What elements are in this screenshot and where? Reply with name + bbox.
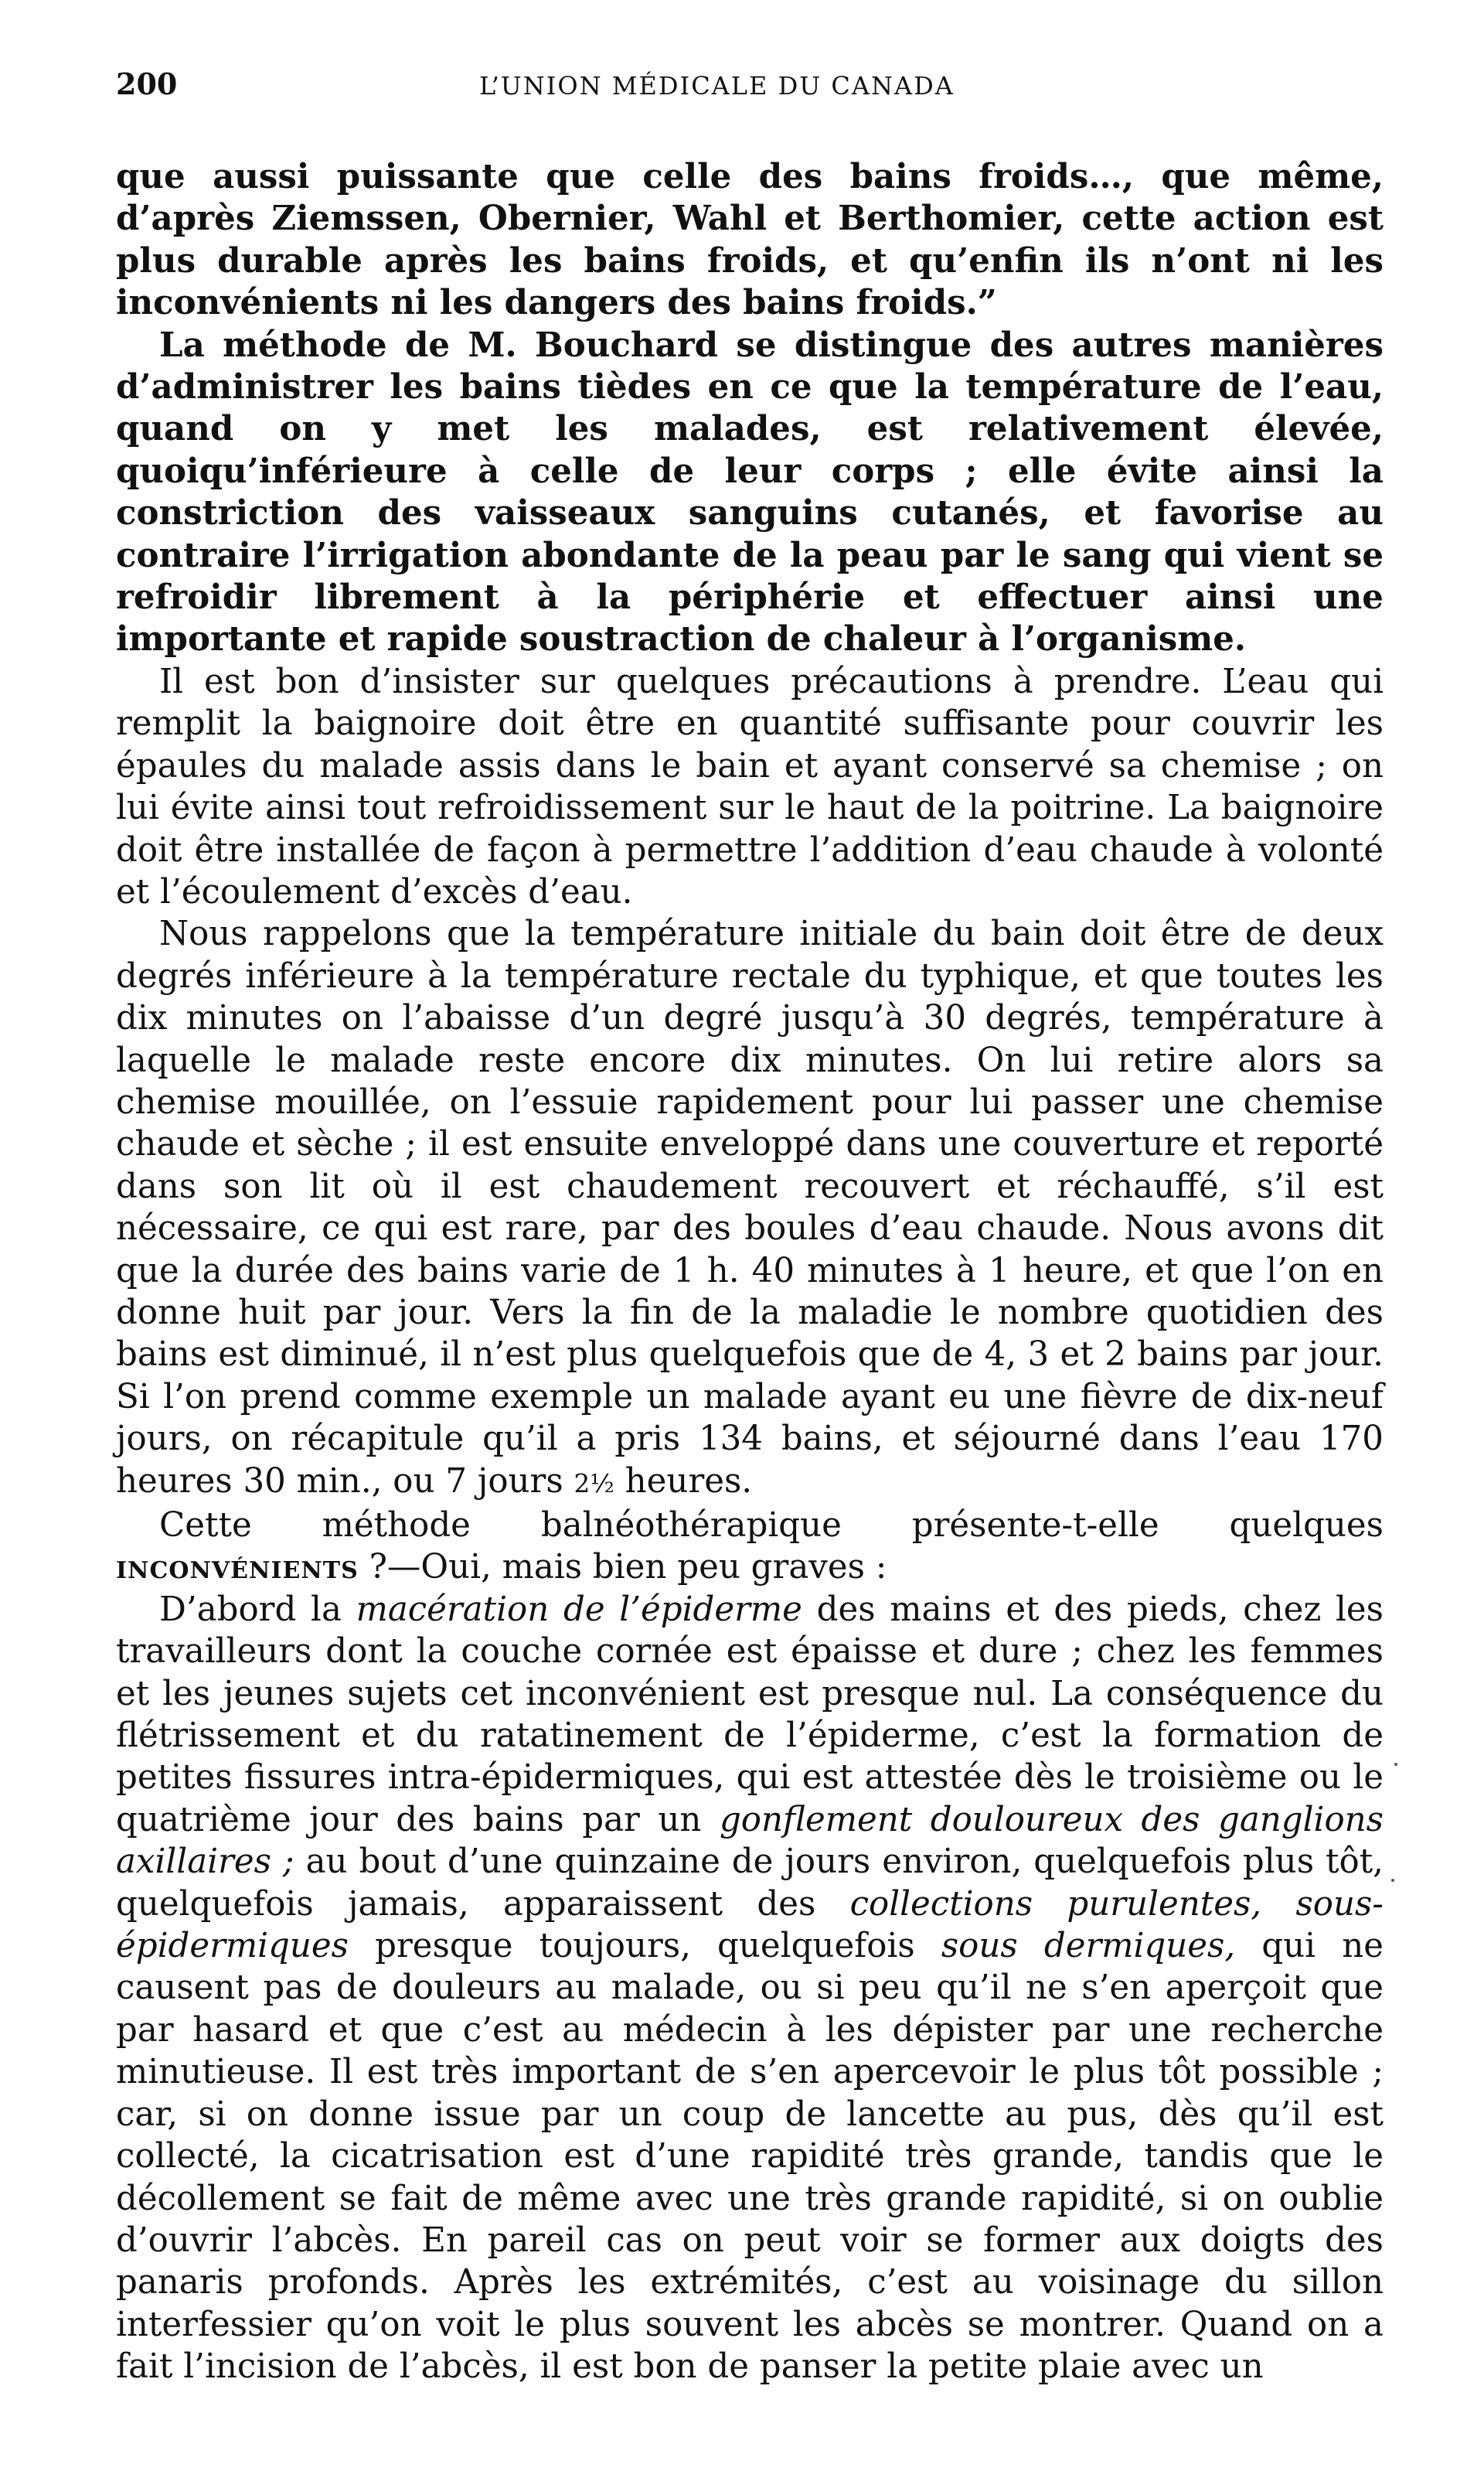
text-run: presque toujours, quelquefois — [348, 1927, 941, 1966]
page-number: 200 — [116, 66, 178, 101]
paragraph-bouchard-method — [116, 325, 1384, 661]
paragraph-temperature — [116, 913, 1384, 1505]
speck — [1391, 1879, 1394, 1882]
text-run: que aussi puissante que celle des bains froids…, que même, d’après Ziemssen, Obernier, Wahl et Berthomier, cette action est plus durable après les bains froids, et qu’enfin ils n’ont ni les inconvénients ni les dangers des bains froids.” — [116, 157, 1384, 323]
text-run: D’abord la — [159, 1590, 356, 1629]
page-header — [116, 66, 1384, 113]
running-title: L’UNION MÉDICALE DU CANADA — [479, 71, 955, 101]
text-run: Il est bon d’insister sur quelques précautions à prendre. L’eau qui remplit la baignoire doit être en quantité suffisante pour couvrir les épaules du malade assis dans le bain et ayant conservé sa chemise ; on lui évite ainsi tout refroidissement sur le haut de la poitrine. La baignoire doit être installée de façon à permettre l’addition d’eau chaude à volonté et l’écoulement d’excès d’eau. — [116, 662, 1384, 912]
paragraph-precautions — [116, 661, 1384, 913]
body-text — [116, 156, 1384, 2388]
paragraph-continuation — [116, 156, 1384, 325]
text-run: qui ne causent pas de douleurs au malade, ou si peu qu’il ne s’en aperçoit que par hasard et que c’est au médecin à les dépister par une recherche minutieuse. Il est très important de s’en apercevoir le plus tôt possible ; car, si on donne issue par un coup de lancette au pus, dès qu’il est collecté, la cicatrisation est d’une rapidité très grande, tandis que le décollement se fait de même avec une très grande rapidité, si on oublie d’ouvrir l’abcès. En pareil cas on peut voir se former aux doigts des panaris profonds. Après les extrémités, c’est au voisinage du sillon interfessier qu’on voit le plus souvent les abcès se montrer. Quand on a fait l’incision de l’abcès, il est bon de panser la petite plaie avec un — [116, 1927, 1384, 2387]
paragraph-maceration — [116, 1589, 1384, 2388]
text-run: heures. — [614, 1461, 753, 1501]
paragraph-inconvenients — [116, 1505, 1384, 1589]
italic-term: sous dermiques, — [941, 1927, 1236, 1966]
text-run: La méthode de M. Bouchard se distingue des autres manières d’administrer les bains tièdes en ce que la température de l’eau, quand on y met les malades, est relativement élevée, quoiqu’inférieure à celle de leur corps ; elle évite ainsi la constriction des vaisseaux sanguins cutanés, et favorise au contraire l’irrigation abondante de la peau par le sang qui vient se refroidir librement à la périphérie et effectuer ainsi une importante et rapide soustraction de chaleur à l’organisme. — [116, 325, 1384, 660]
speck — [1394, 1763, 1397, 1766]
text-run: au bout d’une quinzaine de jours environ, quelquefois plus tôt, quelquefois jamais, apparaissent des — [116, 1842, 1384, 1924]
italic-term: macération de l’épiderme — [356, 1590, 802, 1629]
italic-term: collections purulentes, sous-épidermiques — [116, 1884, 1384, 1966]
text-run: Cette méthode balnéothérapique présente-t-elle quelques — [159, 1506, 1384, 1545]
document-page — [116, 66, 1384, 2388]
small-caps-term: inconvénients — [116, 1547, 359, 1587]
italic-term: gonflement douloureux des ganglions axillaires ; — [116, 1800, 1384, 1882]
fraction: 2½ — [574, 1468, 614, 1498]
text-run: des mains et des pieds, chez les travailleurs dont la couche cornée est épaisse et dure ; chez les femmes et les jeunes sujets cet inconvénient est presque nul. La conséquence du flétrissement et du ratatinement de l’épiderme, c’est la formation de petites fissures intra-épidermiques, qui est attestée dès le troisième ou le quatrième jour des bains par un — [116, 1590, 1384, 1839]
text-run: Nous rappelons que la température initiale du bain doit être de deux degrés inférieure à la température rectale du typhique, et que toutes les dix minutes on l’abaisse d’un degré jusqu’à 30 degrés, température à laquelle le malade reste encore dix minutes. On lui retire alors sa chemise mouillée, on l’essuie rapidement pour lui passer une chemise chaude et sèche ; il est ensuite enveloppé dans une couverture et reporté dans son lit où il est chaudement recouvert et réchauffé, s’il est nécessaire, ce qui est rare, par des boules d’eau chaude. Nous avons dit que la durée des bains varie de 1 h. 40 minutes à 1 heure, et que l’on en donne huit par jour. Vers la fin de la maladie le nombre quotidien des bains est diminué, il n’est plus quelquefois que de 4, 3 et 2 bains par jour. Si l’on prend comme exemple un malade ayant eu une fièvre de dix-neuf jours, on récapitule qu’il a pris 134 bains, et séjourné dans l’eau 170 heures 30 min., ou 7 jours — [116, 915, 1384, 1501]
text-run: ?—Oui, mais bien peu graves : — [358, 1548, 887, 1587]
